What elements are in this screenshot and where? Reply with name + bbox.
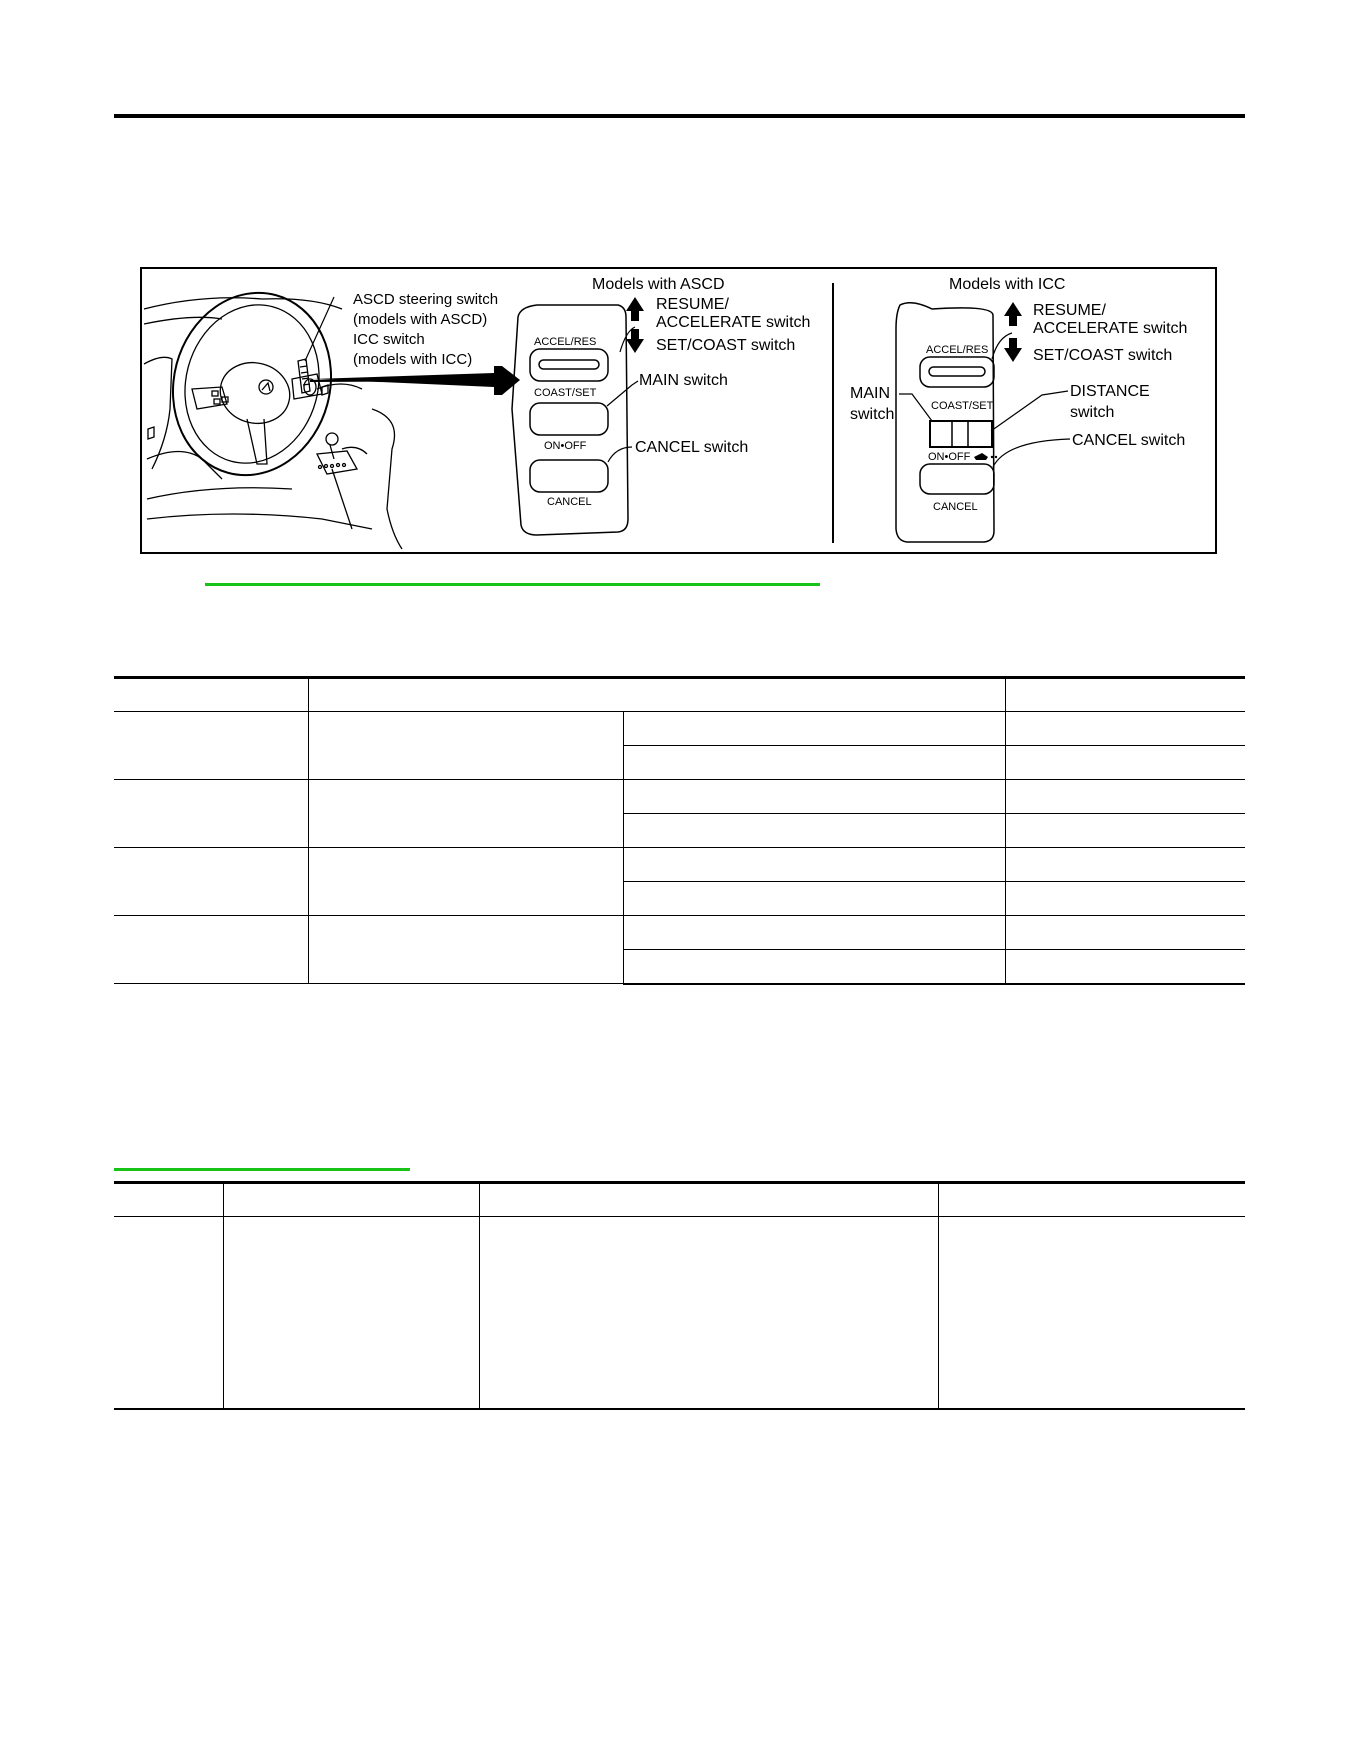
steering-label-4: (models with ICC) [353, 351, 473, 368]
icc-btn-onoff: ON•OFF [928, 451, 971, 463]
ascd-resume-label-2: ACCELERATE switch [656, 314, 811, 331]
ascd-btn-accel: ACCEL/RES [534, 336, 597, 348]
table-cell [938, 1217, 1245, 1409]
table-cell [308, 916, 623, 984]
icc-cancel-label: CANCEL switch [1072, 432, 1186, 449]
table-row [114, 1217, 1245, 1409]
table-cell [114, 916, 308, 984]
steering-leader-line [305, 297, 334, 361]
table-cell [1005, 882, 1245, 916]
figure-drawing [142, 269, 1215, 552]
table-header-row [114, 1183, 1245, 1217]
icc-down-arrow-icon [1004, 338, 1022, 362]
table-cell [308, 848, 623, 916]
table-cell [114, 1217, 223, 1409]
icc-main-label-2: switch [850, 406, 895, 423]
header-rule [114, 114, 1245, 118]
icc-distance-label-2: switch [1070, 404, 1115, 421]
icc-title: Models with ICC [949, 276, 1066, 293]
table-cell [114, 712, 308, 780]
table-header-row [114, 678, 1245, 712]
table-header-cell [1005, 678, 1245, 712]
table-cell [623, 814, 1005, 848]
table-cell [1005, 780, 1245, 814]
icc-btn-accel: ACCEL/RES [926, 344, 989, 356]
table-cell [623, 848, 1005, 882]
table-cell [623, 916, 1005, 950]
table-header-cell [479, 1183, 938, 1217]
table-row [114, 848, 1245, 882]
switch-table [114, 676, 1245, 985]
table-cell [1005, 712, 1245, 746]
table-header-cell [308, 678, 1005, 712]
big-arrow [310, 366, 520, 395]
table-header-cell [938, 1183, 1245, 1217]
ascd-btn-onoff: ON•OFF [544, 440, 587, 452]
table-cell [1005, 950, 1245, 984]
table-cell [308, 780, 623, 848]
table-cell [623, 780, 1005, 814]
ascd-cancel-label: CANCEL switch [635, 439, 749, 456]
table-cell [1005, 746, 1245, 780]
table-cell [1005, 916, 1245, 950]
table-cell [623, 746, 1005, 780]
icc-main-label-1: MAIN [850, 385, 890, 402]
ascd-setcoast-label: SET/COAST switch [656, 337, 796, 354]
table-cell [623, 712, 1005, 746]
table-header-cell [223, 1183, 479, 1217]
icc-up-arrow-icon [1004, 302, 1022, 326]
ascd-title: Models with ASCD [592, 276, 725, 293]
table-cell [114, 780, 308, 848]
table-cell [223, 1217, 479, 1409]
icc-btn-cancel: CANCEL [933, 501, 978, 513]
table-cell [623, 882, 1005, 916]
steering-switch-figure [140, 267, 1217, 554]
table-header-cell [114, 678, 308, 712]
second-table [114, 1181, 1245, 1410]
section-link-underline-2[interactable] [114, 1168, 410, 1171]
icc-distance-label-1: DISTANCE [1070, 383, 1150, 400]
table-row [114, 916, 1245, 950]
steering-label-3: ICC switch [353, 331, 425, 348]
table-cell [308, 712, 623, 780]
table-cell [1005, 848, 1245, 882]
car-distance-icon [974, 453, 988, 460]
ascd-btn-cancel: CANCEL [547, 496, 592, 508]
table-cell [623, 950, 1005, 984]
ascd-main-label: MAIN switch [639, 372, 728, 389]
steering-label-2: (models with ASCD) [353, 311, 488, 328]
ascd-btn-coast: COAST/SET [534, 387, 597, 399]
table-row [114, 780, 1245, 814]
table-cell [1005, 814, 1245, 848]
table-cell [114, 848, 308, 916]
table-header-cell [114, 1183, 223, 1217]
ascd-resume-label-1: RESUME/ [656, 296, 729, 313]
table-row [114, 712, 1245, 746]
steering-label-1: ASCD steering switch [353, 291, 499, 308]
icc-resume-label-2: ACCELERATE switch [1033, 320, 1188, 337]
ascd-up-arrow-icon [626, 297, 644, 321]
icc-btn-coast: COAST/SET [931, 400, 994, 412]
section-link-underline[interactable] [205, 583, 820, 586]
icc-resume-label-1: RESUME/ [1033, 302, 1106, 319]
table-cell [479, 1217, 938, 1409]
icc-setcoast-label: SET/COAST switch [1033, 347, 1173, 364]
